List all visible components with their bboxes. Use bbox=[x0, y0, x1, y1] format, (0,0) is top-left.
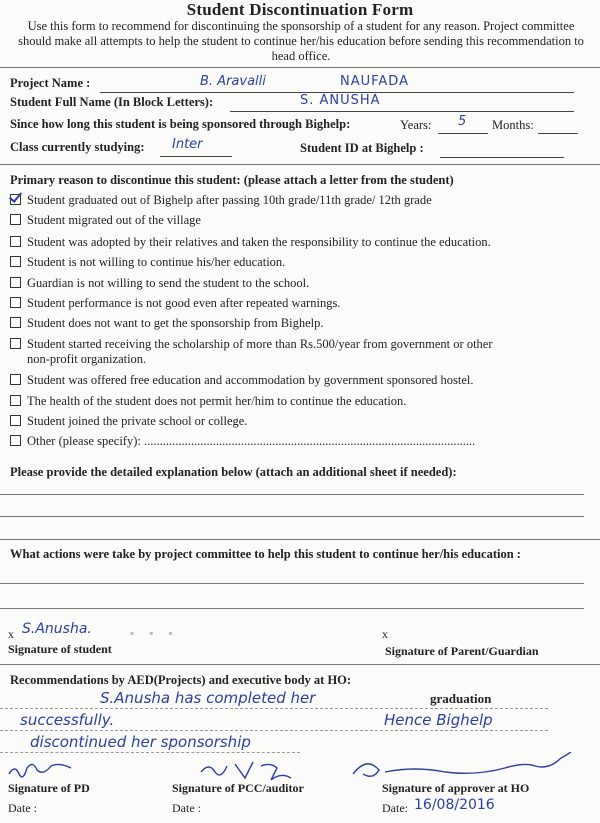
student-id-field[interactable] bbox=[440, 143, 564, 158]
section-divider-1 bbox=[0, 164, 600, 165]
class-value: Inter bbox=[172, 137, 203, 152]
recommendation-line-1: S.Anusha has completed her bbox=[100, 689, 316, 707]
months-label: Months: bbox=[492, 118, 534, 132]
reason-label: Student was offered free education and accommodation by government sponsored hostel. bbox=[27, 373, 474, 387]
pcc-signature-drawing bbox=[195, 756, 315, 784]
reason-label: Guardian is not willing to send the student to the school. bbox=[27, 276, 310, 290]
checkbox-icon[interactable] bbox=[10, 415, 21, 426]
student-signature: S.Anusha. bbox=[22, 621, 92, 637]
project-name-value-2: NAUFADA bbox=[340, 74, 409, 89]
months-field[interactable] bbox=[538, 119, 578, 134]
parent-sig-mark: x bbox=[382, 627, 388, 641]
approver-date-label: Date: bbox=[382, 801, 408, 815]
pd-signature-label: Signature of PD bbox=[8, 781, 90, 795]
scan-dots: ▪ ▪ ▪ bbox=[130, 626, 179, 640]
recommendations-label: Recommendations by AED(Projects) and executive body at HO: bbox=[10, 673, 352, 687]
checkbox-icon[interactable] bbox=[10, 214, 21, 225]
checkbox-icon[interactable] bbox=[10, 277, 21, 288]
student-signature-label: Signature of student bbox=[8, 642, 112, 656]
reason-label: Student performance is not good even after repeated warnings. bbox=[27, 296, 341, 310]
project-name-field[interactable] bbox=[100, 78, 574, 93]
reason-label: Student graduated out of Bighelp after passing 10th grade/11th grade/ 12th grade bbox=[27, 193, 432, 207]
project-name-value: B. Aravalli bbox=[200, 74, 266, 89]
approver-signature-label: Signature of approver at HO bbox=[382, 781, 530, 795]
reason-label: Other (please specify): .......................................................................................................... bbox=[27, 434, 476, 448]
explanation-line-2[interactable] bbox=[0, 516, 584, 517]
section-divider-3 bbox=[0, 664, 600, 665]
form-title: Student Discontinuation Form bbox=[186, 0, 414, 19]
reason-other[interactable] bbox=[10, 434, 475, 449]
reason-private-school[interactable] bbox=[10, 414, 247, 429]
checkbox-icon[interactable] bbox=[10, 395, 21, 406]
recommendation-line-rule-3 bbox=[0, 752, 300, 753]
reason-label: The health of the student does not permit her/him to continue the education. bbox=[27, 394, 407, 408]
recommendation-line-3: discontinued her sponsorship bbox=[30, 733, 251, 751]
recommendation-typed: graduation bbox=[430, 691, 492, 706]
reason-label: Student started receiving the scholarship of more than Rs.500/year from government or other bbox=[27, 337, 493, 351]
years-label: Years: bbox=[400, 118, 432, 132]
reason-adopted[interactable] bbox=[10, 235, 491, 250]
actions-line-1[interactable] bbox=[0, 583, 584, 584]
pcc-signature-label: Signature of PCC/auditor bbox=[172, 781, 304, 795]
years-value: 5 bbox=[458, 114, 467, 129]
checkbox-icon[interactable] bbox=[10, 236, 21, 247]
reason-label: Student was adopted by their relatives and taken the responsibility to continue the education. bbox=[27, 235, 491, 249]
checkbox-icon[interactable] bbox=[10, 338, 21, 349]
reason-guardian[interactable] bbox=[10, 276, 309, 291]
header-divider bbox=[0, 67, 600, 68]
checkbox-icon[interactable] bbox=[10, 256, 21, 267]
since-label: Since how long this student is being sponsored through Bighelp: bbox=[10, 117, 351, 131]
form-intro: Use this form to recommend for discontinuing the sponsorship of a student for any reason. Project committee should make all attempts to help the student to continue her/his education before sending this recommendation to head office. bbox=[18, 19, 584, 63]
pd-signature-drawing bbox=[5, 756, 105, 782]
checkbox-icon[interactable] bbox=[10, 374, 21, 385]
project-name-label: Project Name : bbox=[10, 76, 91, 90]
actions-label: What actions were take by project committee to help this student to continue her/his education : bbox=[10, 547, 521, 561]
reasons-heading: Primary reason to discontinue this student: (please attach a letter from the student) bbox=[10, 173, 454, 187]
class-label: Class currently studying: bbox=[10, 140, 145, 154]
student-name-label: Student Full Name (In Block Letters): bbox=[10, 95, 214, 109]
reason-graduated[interactable] bbox=[10, 193, 432, 208]
reason-label: Student does not want to get the sponsorship from Bighelp. bbox=[27, 316, 324, 330]
reason-migrated[interactable] bbox=[10, 213, 201, 228]
reason-not-willing[interactable] bbox=[10, 255, 285, 270]
actions-line-2[interactable] bbox=[0, 608, 584, 609]
explanation-label: Please provide the detailed explanation below (attach an additional sheet if needed): bbox=[10, 465, 457, 479]
section-divider-2 bbox=[0, 539, 600, 540]
student-name-field[interactable] bbox=[230, 97, 574, 112]
recommendation-line-rule-2 bbox=[0, 730, 548, 731]
reason-health[interactable] bbox=[10, 394, 406, 409]
checkbox-icon[interactable] bbox=[10, 297, 21, 308]
recommendation-line-rule-1 bbox=[0, 708, 548, 709]
recommendation-line-2-right: Hence Bighelp bbox=[384, 711, 493, 729]
reason-no-sponsorship[interactable] bbox=[10, 316, 324, 331]
reason-label: Student migrated out of the village bbox=[27, 213, 201, 227]
parent-signature-label: Signature of Parent/Guardian bbox=[385, 644, 539, 658]
reason-hostel[interactable] bbox=[10, 373, 474, 388]
student-id-label: Student ID at Bighelp : bbox=[300, 141, 424, 155]
student-name-value: S. ANUSHA bbox=[300, 93, 381, 108]
reason-scholarship[interactable] bbox=[10, 337, 493, 352]
reason-scholarship-cont: non-profit organization. bbox=[27, 352, 147, 366]
approver-date-value: 16/08/2016 bbox=[414, 797, 495, 813]
checkbox-icon[interactable] bbox=[10, 435, 21, 446]
student-sig-mark: x bbox=[8, 627, 14, 641]
reason-label: Student joined the private school or college. bbox=[27, 414, 248, 428]
explanation-line-1[interactable] bbox=[0, 494, 584, 495]
reason-performance[interactable] bbox=[10, 296, 340, 311]
pcc-date-label: Date : bbox=[172, 801, 201, 815]
recommendation-line-2: successfully. bbox=[20, 711, 115, 729]
checkbox-checked-icon[interactable] bbox=[10, 194, 21, 205]
approver-signature-drawing bbox=[345, 752, 595, 782]
checkbox-icon[interactable] bbox=[10, 317, 21, 328]
pd-date-label: Date : bbox=[8, 801, 37, 815]
reason-label: Student is not willing to continue his/her education. bbox=[27, 255, 286, 269]
